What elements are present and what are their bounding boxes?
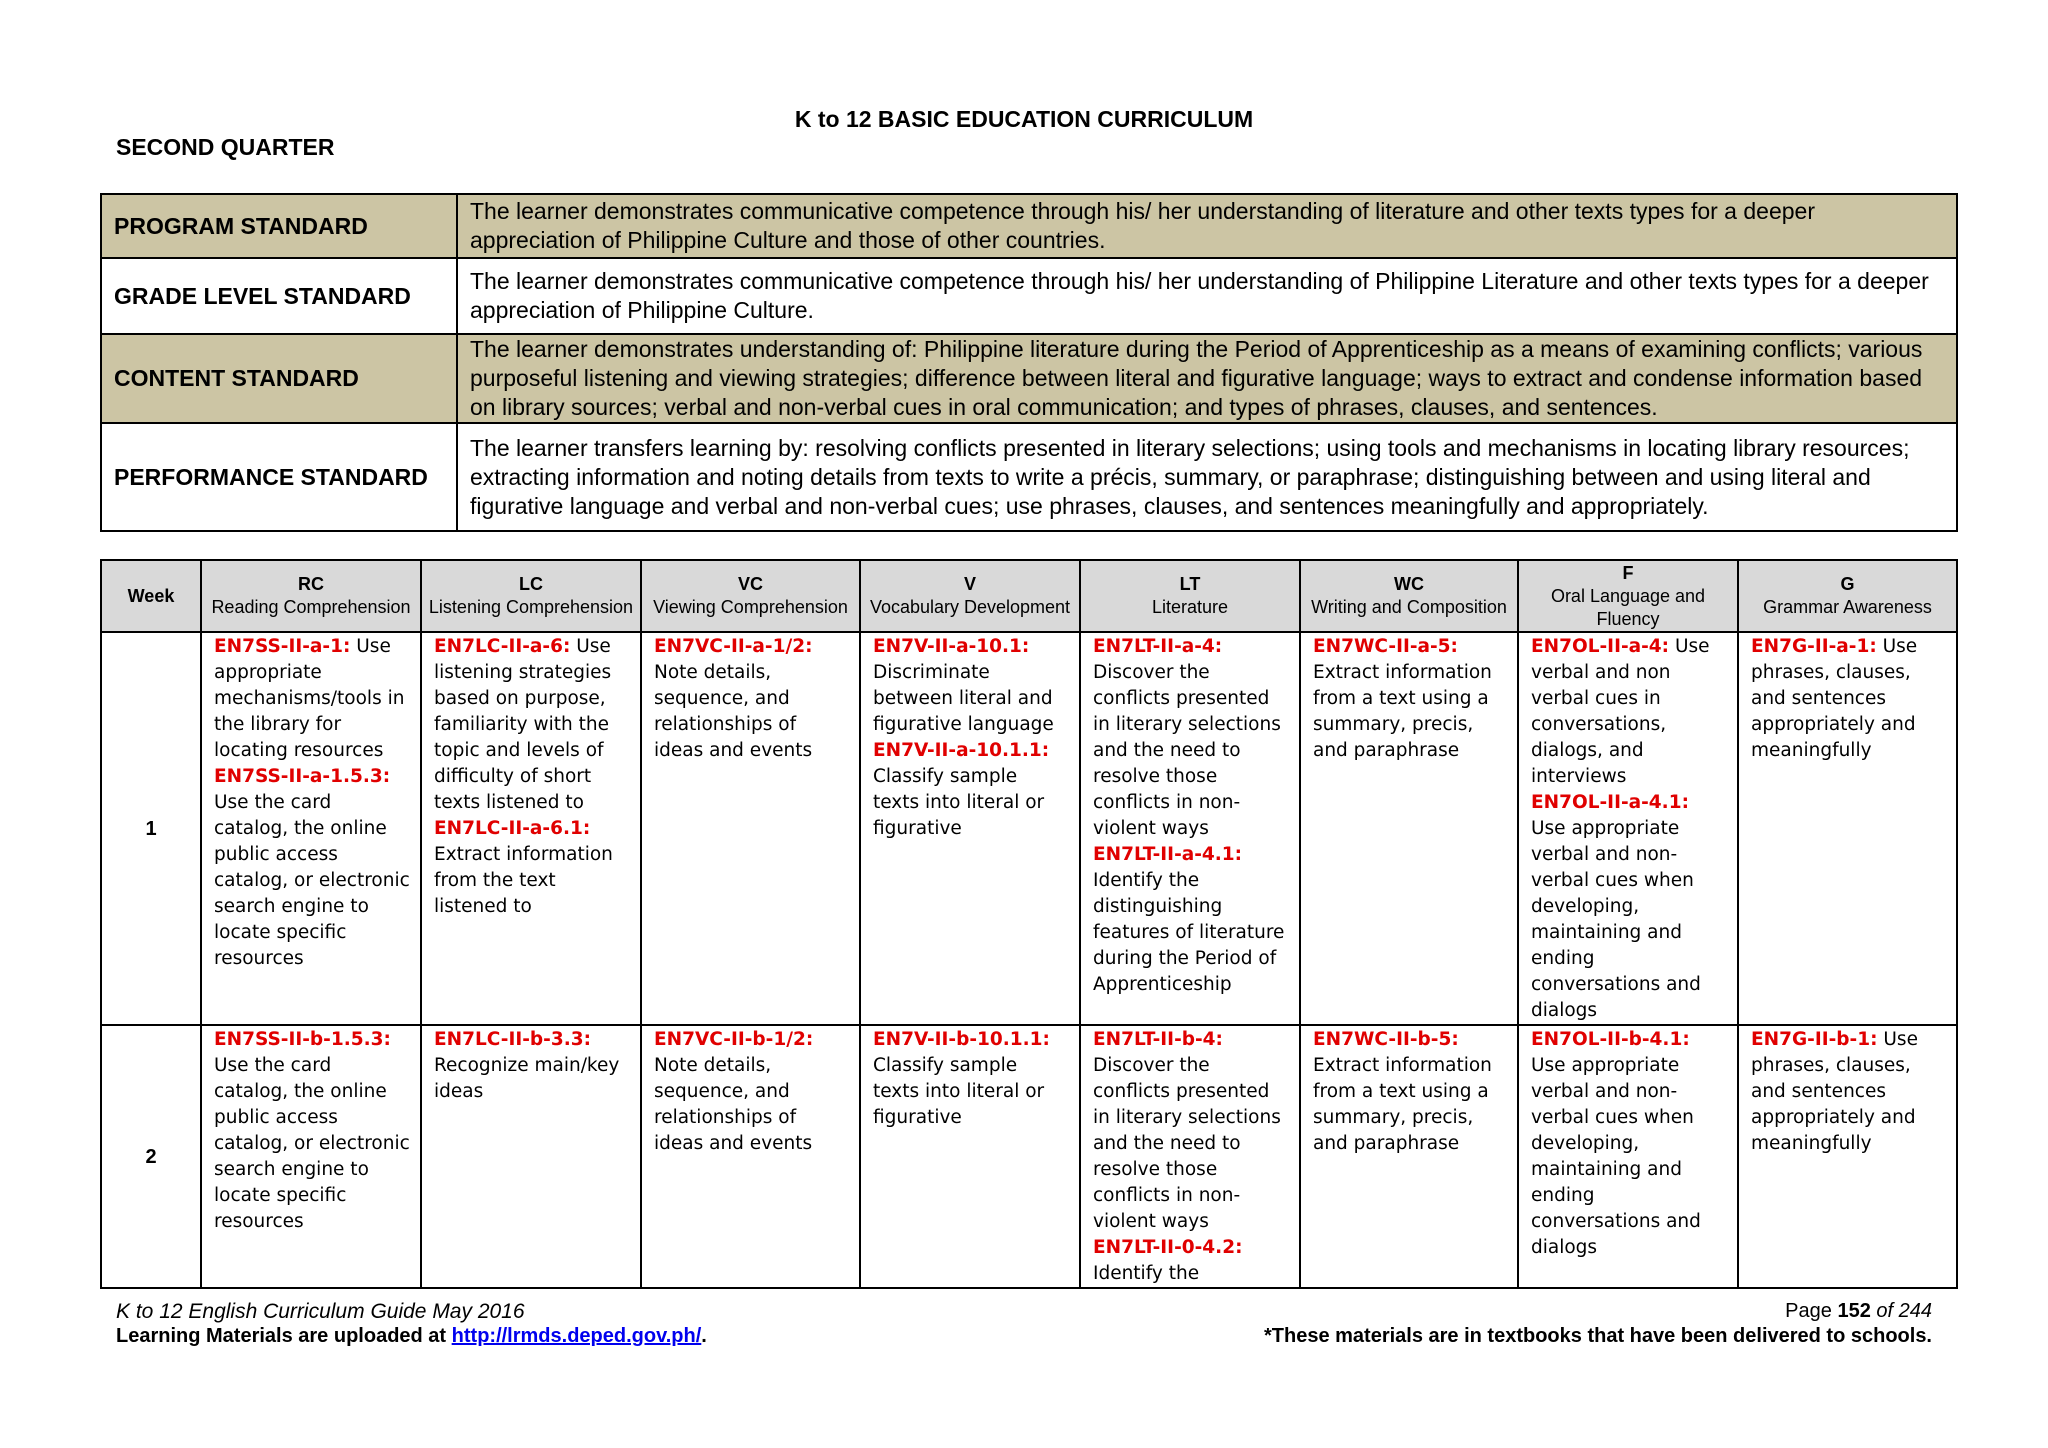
competency-cell-lt: [1080, 1025, 1300, 1288]
competency-code: EN7V-II-a-10.1:: [873, 636, 1030, 657]
standard-label: CONTENT STANDARD: [101, 334, 457, 423]
document-title: K to 12 BASIC EDUCATION CURRICULUM: [794, 106, 1254, 132]
column-header-lc: LC Listening Comprehension: [421, 560, 641, 632]
column-header-vc: VC Viewing Comprehension: [641, 560, 860, 632]
column-header-f: F Oral Language and Fluency: [1518, 560, 1738, 632]
week-row: [101, 1025, 1957, 1288]
standard-text: The learner transfers learning by: resolving conflicts presented in literary selections; using tools and mechanisms in locating library resources; extracting information and noting details from texts to write a précis, summary, or paraphrase; distinguishing between and using literal and figurative language and verbal and non-verbal cues; use phrases, clauses, and sentences meaningfully and appropriately.: [457, 423, 1957, 531]
competency-text: Extract information from a text using a summary, precis, and paraphrase: [1313, 662, 1492, 761]
page-indicator: [1785, 1300, 1932, 1323]
standards-table: [100, 193, 1958, 532]
footer-lm-suffix: .: [701, 1325, 707, 1347]
competency-code: EN7LC-II-a-6:: [434, 636, 571, 657]
quarter-heading: SECOND QUARTER: [116, 134, 335, 160]
competency-text: Identify the distinguishing features of literature during the Period of Apprenticeship: [1093, 870, 1285, 995]
column-header-week: Week: [101, 560, 201, 632]
competency-text: Use the card catalog, the online public access catalog, or electronic search engine to locate specific resources: [214, 792, 410, 969]
competency-code: EN7LT-II-a-4:: [1093, 636, 1223, 657]
competency-text: Discriminate between literal and figurative language: [873, 662, 1054, 735]
competency-text: Discover the conflicts presented in literary selections and the need to resolve those conflicts in non-violent ways: [1093, 1055, 1281, 1232]
competency-text: Identify the: [1093, 1263, 1200, 1284]
competency-cell-lt: [1080, 632, 1300, 1025]
standard-label: GRADE LEVEL STANDARD: [101, 258, 457, 334]
page-label: Page: [1785, 1300, 1832, 1322]
competency-cell-v: [860, 1025, 1080, 1288]
footer-lm-prefix: Learning Materials are uploaded at: [116, 1325, 447, 1347]
competency-cell-lc: [421, 1025, 641, 1288]
competency-cell-rc: [201, 1025, 421, 1288]
competency-code: EN7OL-II-a-4:: [1531, 636, 1670, 657]
competency-text: Use phrases, clauses, and sentences appropriately and meaningfully: [1751, 636, 1918, 761]
column-header-rc: RC Reading Comprehension: [201, 560, 421, 632]
competency-cell-g: [1738, 632, 1957, 1025]
competency-code: EN7G-II-a-1:: [1751, 636, 1877, 657]
standard-row-performance: [101, 423, 1957, 531]
standard-label: PERFORMANCE STANDARD: [101, 423, 457, 531]
competency-code: EN7LT-II-b-4:: [1093, 1029, 1223, 1050]
competency-text: Recognize main/key ideas: [434, 1055, 620, 1102]
standard-text: The learner demonstrates communicative competence through his/ her understanding of literature and other texts types for a deeper appreciation of Philippine Culture and those of other countries.: [457, 194, 1957, 258]
competency-cell-lc: [421, 632, 641, 1025]
standard-row-program: [101, 194, 1957, 258]
column-header-wc: WC Writing and Composition: [1300, 560, 1518, 632]
competency-code: EN7VC-II-b-1/2:: [654, 1029, 814, 1050]
footer-learning-materials: [116, 1325, 707, 1348]
competency-cell-wc: [1300, 632, 1518, 1025]
column-header-v: V Vocabulary Development: [860, 560, 1080, 632]
page-total: of 244: [1876, 1300, 1932, 1322]
footer-note: *These materials are in textbooks that have been delivered to schools.: [1263, 1325, 1932, 1347]
competency-text: Use appropriate verbal and non-verbal cues when developing, maintaining and ending conversations and dialogs: [1531, 1055, 1701, 1258]
curriculum-table: [100, 559, 1958, 1289]
competency-code: EN7OL-II-b-4.1:: [1531, 1029, 1690, 1050]
competency-code: EN7G-II-b-1:: [1751, 1029, 1878, 1050]
competency-code: EN7LT-II-a-4.1:: [1093, 844, 1243, 865]
standard-text: The learner demonstrates understanding of: Philippine literature during the Period of Apprenticeship as a means of examining conflicts; various purposeful listening and viewing strategies; difference between literal and figurative language; ways to extract and condense information based on library sources; verbal and non-verbal cues in oral communication; and types of phrases, clauses, and sentences.: [457, 334, 1957, 423]
week-row: [101, 632, 1957, 1025]
competency-cell-v: [860, 632, 1080, 1025]
competency-text: Note details, sequence, and relationships of ideas and events: [654, 662, 813, 761]
standard-label: PROGRAM STANDARD: [101, 194, 457, 258]
competency-cell-wc: [1300, 1025, 1518, 1288]
competency-code: EN7LC-II-b-3.3:: [434, 1029, 591, 1050]
competency-code: EN7SS-II-b-1.5.3:: [214, 1029, 391, 1050]
competency-cell-vc: [641, 1025, 860, 1288]
competency-code: EN7LT-II-0-4.2:: [1093, 1237, 1243, 1258]
competency-text: Classify sample texts into literal or figurative: [873, 1055, 1045, 1128]
lrmds-link[interactable]: http://lrmds.deped.gov.ph/: [451, 1325, 702, 1347]
competency-text: Note details, sequence, and relationships of ideas and events: [654, 1055, 813, 1154]
competency-cell-f: [1518, 632, 1738, 1025]
competency-text: Use appropriate mechanisms/tools in the library for locating resources: [214, 636, 405, 761]
competency-code: EN7OL-II-a-4.1:: [1531, 792, 1689, 813]
competency-text: Use verbal and non verbal cues in conversations, dialogs, and interviews: [1531, 636, 1710, 787]
competency-text: Use appropriate verbal and non-verbal cues when developing, maintaining and ending conversations and dialogs: [1531, 818, 1701, 1021]
competency-code: EN7SS-II-a-1.5.3:: [214, 766, 391, 787]
competency-code: EN7LC-II-a-6.1:: [434, 818, 591, 839]
standard-text: The learner demonstrates communicative competence through his/ her understanding of Philippine Literature and other texts types for a deeper appreciation of Philippine Culture.: [457, 258, 1957, 334]
competency-text: Discover the conflicts presented in literary selections and the need to resolve those conflicts in non-violent ways: [1093, 662, 1281, 839]
competency-text: Use listening strategies based on purpose, familiarity with the topic and levels of difficulty of short texts listened to: [434, 636, 612, 813]
week-number: 1: [101, 632, 201, 1025]
competency-code: EN7WC-II-a-5:: [1313, 636, 1458, 657]
competency-text: Use phrases, clauses, and sentences appropriately and meaningfully: [1751, 1029, 1918, 1154]
competency-code: EN7VC-II-a-1/2:: [654, 636, 813, 657]
page-number: 152: [1837, 1300, 1871, 1322]
competency-cell-rc: [201, 632, 421, 1025]
week-number: 2: [101, 1025, 201, 1288]
competency-text: Extract information from a text using a summary, precis, and paraphrase: [1313, 1055, 1492, 1154]
competency-cell-vc: [641, 632, 860, 1025]
competency-text: Classify sample texts into literal or figurative: [873, 766, 1045, 839]
competency-code: EN7SS-II-a-1:: [214, 636, 351, 657]
competency-code: EN7V-II-b-10.1.1:: [873, 1029, 1050, 1050]
column-header-row: [101, 560, 1957, 632]
competency-cell-g: [1738, 1025, 1957, 1288]
competency-code: EN7WC-II-b-5:: [1313, 1029, 1459, 1050]
competency-cell-f: [1518, 1025, 1738, 1288]
footer-guide-title: K to 12 English Curriculum Guide May 2016: [116, 1300, 525, 1323]
competency-text: Use the card catalog, the online public access catalog, or electronic search engine to locate specific resources: [214, 1055, 410, 1232]
competency-code: EN7V-II-a-10.1.1:: [873, 740, 1050, 761]
column-header-lt: LT Literature: [1080, 560, 1300, 632]
competency-text: Extract information from the text listened to: [434, 844, 613, 917]
standard-row-content: [101, 334, 1957, 423]
column-header-g: G Grammar Awareness: [1738, 560, 1957, 632]
standard-row-grade-level: [101, 258, 1957, 334]
